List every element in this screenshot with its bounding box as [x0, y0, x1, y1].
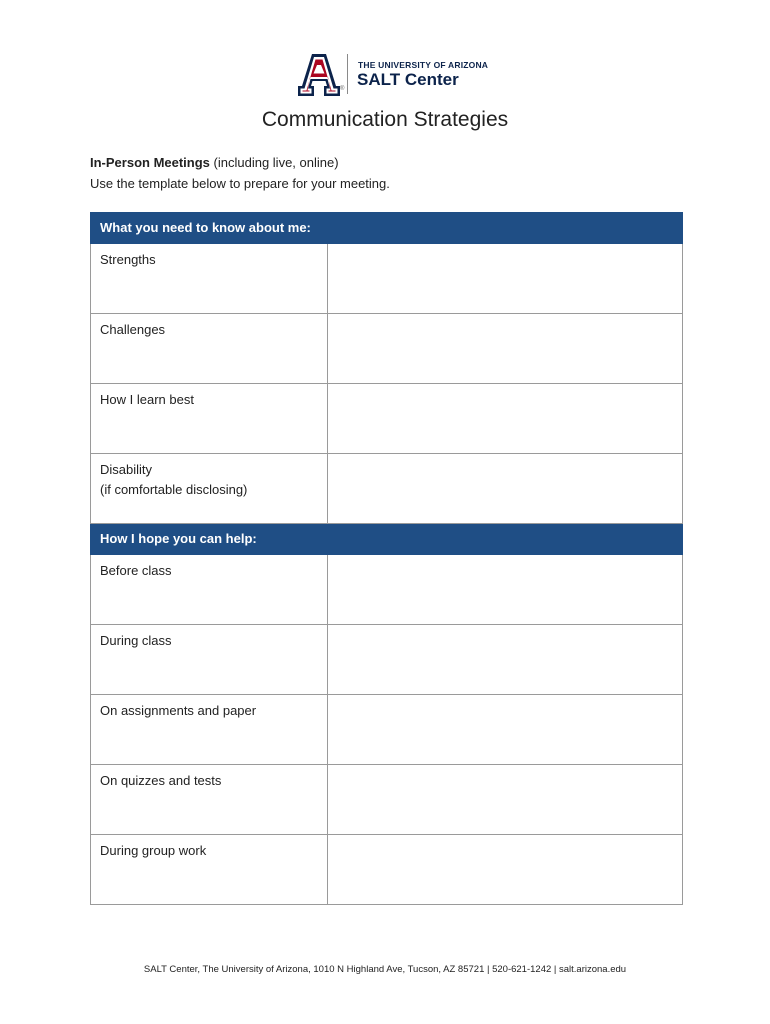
table-row	[91, 625, 683, 695]
salt-center-logo	[296, 52, 489, 98]
table-row	[91, 555, 683, 625]
registered-mark: ®	[340, 86, 345, 92]
answer-cell-strengths[interactable]	[328, 244, 683, 314]
row-label-how-i-learn-best: How I learn best	[91, 384, 328, 454]
logo-divider	[347, 54, 348, 94]
row-label-during-class: During class	[91, 625, 328, 695]
row-label-before-class: Before class	[91, 555, 328, 625]
answer-cell-how-i-learn-best[interactable]	[328, 384, 683, 454]
answer-cell-challenges[interactable]	[328, 314, 683, 384]
logo-university-name: THE UNIVERSITY OF ARIZONA	[358, 60, 489, 70]
row-label-group-work: During group work	[91, 835, 328, 905]
row-label-challenges: Challenges	[91, 314, 328, 384]
page-title: Communication Strategies	[261, 108, 509, 131]
university-of-arizona-a-logo-icon	[296, 52, 345, 98]
section-header-row	[91, 524, 683, 555]
page-footer: SALT Center, The University of Arizona, 1010 N Highland Ave, Tucson, AZ 85721 | 520-621-1242 | salt.arizona.edu	[143, 964, 627, 975]
table-row	[91, 314, 683, 384]
row-label-disability-note: (if comfortable disclosing)	[100, 482, 248, 497]
table-row	[91, 765, 683, 835]
answer-cell-assignments[interactable]	[328, 695, 683, 765]
meeting-template-table	[90, 212, 683, 905]
section-header-help: How I hope you can help:	[91, 524, 328, 555]
section-header-row	[91, 213, 683, 244]
intro-heading-rest: (including live, online)	[209, 155, 339, 170]
answer-cell-during-class[interactable]	[328, 625, 683, 695]
row-label-assignments: On assignments and paper	[91, 695, 328, 765]
section-header-about-me: What you need to know about me:	[91, 213, 328, 244]
section-header-blank	[328, 524, 683, 555]
table-row	[91, 454, 683, 524]
section-header-blank	[328, 213, 683, 244]
table-row	[91, 384, 683, 454]
table-row	[91, 695, 683, 765]
logo-center-name: SALT Center	[357, 70, 459, 89]
intro-heading	[90, 152, 390, 173]
row-label-quizzes: On quizzes and tests	[91, 765, 328, 835]
intro-block	[90, 152, 390, 194]
intro-instruction: Use the template below to prepare for your meeting.	[90, 176, 390, 191]
answer-cell-disability[interactable]	[328, 454, 683, 524]
answer-cell-before-class[interactable]	[328, 555, 683, 625]
row-label-strengths: Strengths	[91, 244, 328, 314]
row-label-disability	[91, 454, 328, 524]
answer-cell-quizzes[interactable]	[328, 765, 683, 835]
answer-cell-group-work[interactable]	[328, 835, 683, 905]
table-row	[91, 244, 683, 314]
row-label-disability-main: Disability	[100, 462, 153, 477]
table-row	[91, 835, 683, 905]
intro-heading-bold: In-Person Meetings	[90, 155, 210, 170]
